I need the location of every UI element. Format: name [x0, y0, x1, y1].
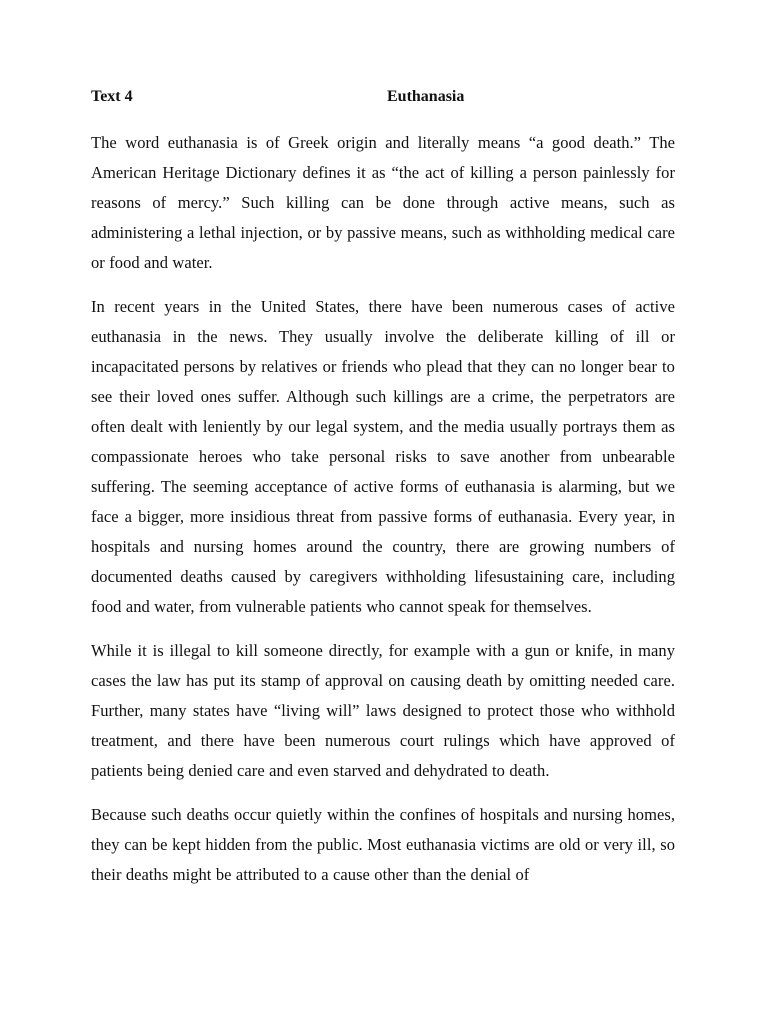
paragraph-4: Because such deaths occur quietly within the confines of hospitals and nursing homes, they can be kept hidden from the public. Most euthanasia victims are old or very ill, so their deaths might be attributed to a cause other than the denial of [91, 805, 675, 884]
document-title: Euthanasia [387, 88, 465, 105]
text-number-label: Text 4 [91, 88, 133, 105]
document-page [91, 86, 675, 890]
paragraph-2: In recent years in the United States, there have been numerous cases of active euthanasia in the news. They usually involve the deliberate killing of ill or incapacitated persons by relatives or friends who plead that they can no longer bear to see their loved ones suffer. Although such killings are a crime, the perpetrators are often dealt with leniently by our legal system, and the media usually portrays them as compassionate heroes who take personal risks to save another from unbearable suffering. The seeming acceptance of active forms of euthanasia is alarming, but we face a bigger, more insidious threat from passive forms of euthanasia. Every year, in hospitals and nursing homes around the country, there are growing numbers of documented deaths caused by caregivers withholding lifesustaining care, including food and water, from vulnerable patients who cannot speak for themselves. [91, 297, 675, 616]
paragraph-3: While it is illegal to kill someone directly, for example with a gun or knife, in many cases the law has put its stamp of approval on causing death by omitting needed care. Further, many states have “living will” laws designed to protect those who withhold treatment, and there have been numerous court rulings which have approved of patients being denied care and even starved and dehydrated to death. [91, 641, 675, 780]
paragraph-1: The word euthanasia is of Greek origin and literally means “a good death.” The American Heritage Dictionary defines it as “the act of killing a person painlessly for reasons of mercy.” Such killing can be done through active means, such as administering a lethal injection, or by passive means, such as withholding medical care or food and water. [91, 133, 675, 272]
document-header [91, 86, 675, 108]
